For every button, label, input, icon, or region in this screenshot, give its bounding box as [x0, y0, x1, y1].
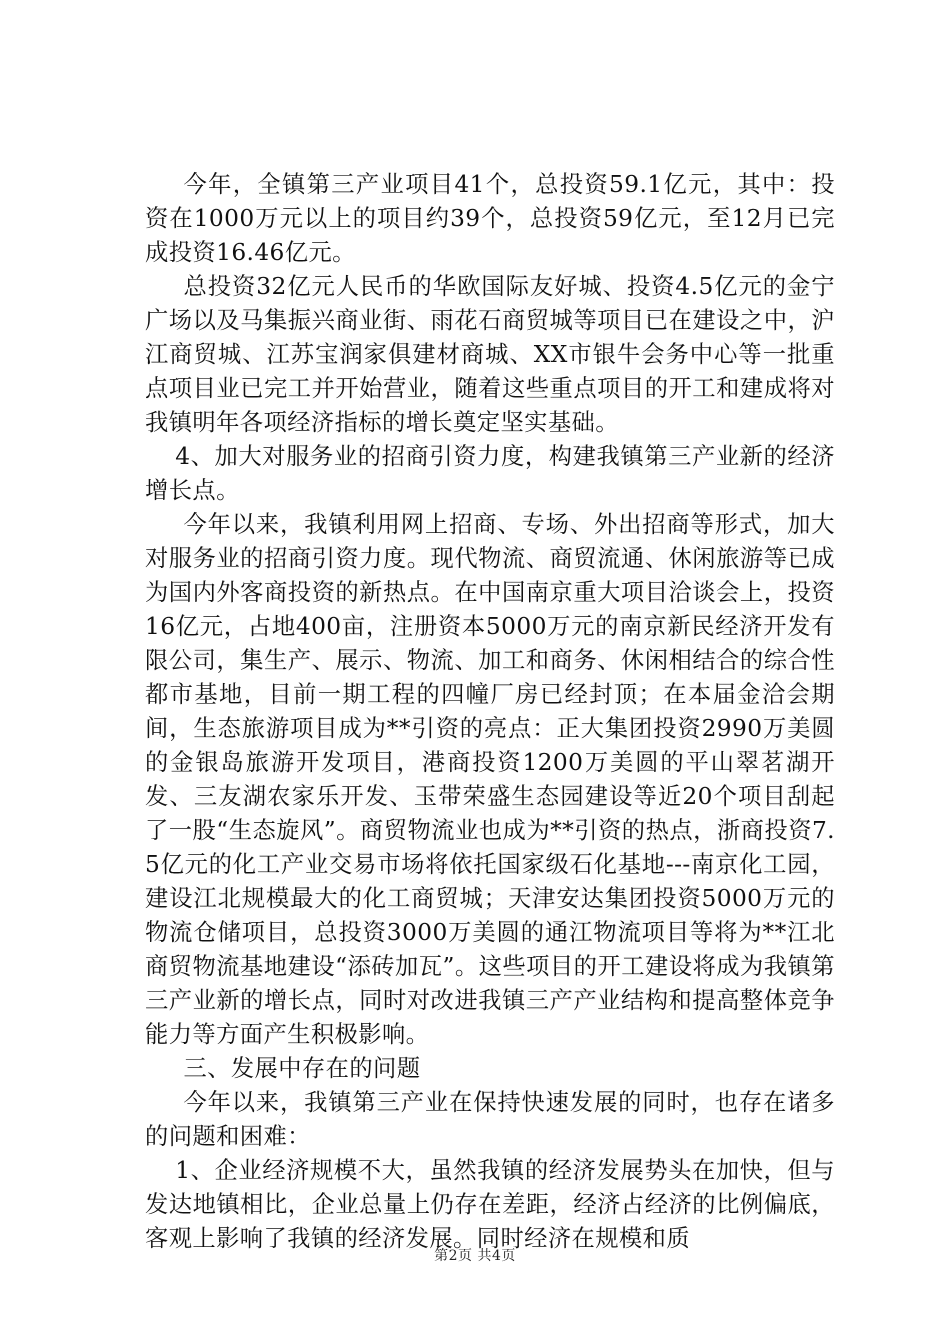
page-number-footer: 第2页 共4页 — [434, 1248, 516, 1264]
section-heading-investment: 4、加大对服务业的招商引资力度，构建我镇第三产业新的经济增长点。 — [145, 443, 835, 504]
paragraph-problem-1: 1、企业经济规模不大，虽然我镇的经济发展势头在加快，但与发达地镇相比，企业总量上仍存在差距，经济占经济的比例偏底，客观上影响了我镇的经济发展。同时经济在规模和质 — [145, 1157, 835, 1252]
document-body — [145, 168, 835, 1256]
paragraph-investment-details: 今年以来，我镇利用网上招商、专场、外出招商等形式，加大对服务业的招商引资力度。现代物流、商贸流通、休闲旅游等已成为国内外客商投资的新热点。在中国南京重大项目洽谈会上，投资16亿元，占地400亩，注册资本5000万元的南京新民经济开发有限公司，集生产、展示、物流、加工和商务、休闲相结合的综合性都市基地，目前一期工程的四幢厂房已经封顶；在本届金洽会期间，生态旅游项目成为**引资的亮点：正大集团投资2990万美圆的金银岛旅游开发项目，港商投资1200万美圆的平山翠茗湖开发、三友湖农家乐开发、玉带荣盛生态园建设等近20个项目刮起了一股“生态旋风”。商贸物流业也成为**引资的热点，浙商投资7.5亿元的化工产业交易市场将依托国家级石化基地---南京化工园，建设江北规模最大的化工商贸城；天津安达集团投资5000万元的物流仓储项目，总投资3000万美圆的通江物流项目等将为**江北商贸物流基地建设“添砖加瓦”。这些项目的开工建设将成为我镇第三产业新的增长点，同时对改进我镇三产产业结构和提高整体竞争能力等方面产生积极影响。 — [145, 511, 835, 1048]
section-heading-problems: 三、发展中存在的问题 — [183, 1055, 421, 1082]
paragraph-problems-intro: 今年以来，我镇第三产业在保持快速发展的同时，也存在诸多的问题和困难： — [145, 1089, 835, 1150]
paragraph-key-projects: 总投资32亿元人民币的华欧国际友好城、投资4.5亿元的金宁广场以及马集振兴商业街、雨花石商贸城等项目已在建设之中，沪江商贸城、江苏宝润家俱建材商城、XX市银牛会务中心等一批重点项目业已完工并开始营业，随着这些重点项目的开工和建成将对我镇明年各项经济指标的增长奠定坚实基础。 — [145, 273, 835, 436]
paragraph-project-summary: 今年，全镇第三产业项目41个，总投资59.1亿元，其中：投资在1000万元以上的项目约39个，总投资59亿元，至12月已完成投资16.46亿元。 — [145, 171, 835, 266]
